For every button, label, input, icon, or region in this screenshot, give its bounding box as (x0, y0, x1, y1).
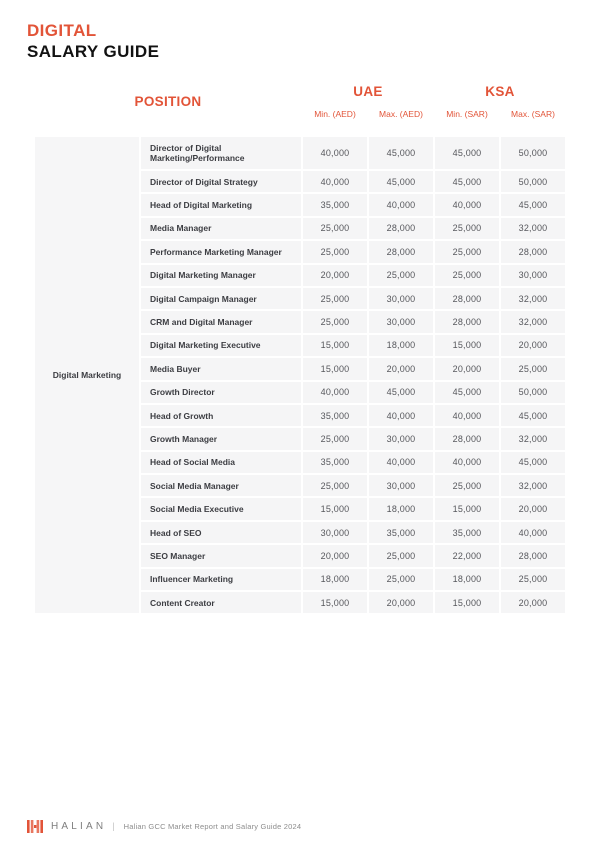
position-cell: Performance Marketing Manager (141, 241, 301, 262)
salary-value-cell: 45,000 (435, 382, 499, 403)
salary-value-cell: 50,000 (501, 382, 565, 403)
salary-value-cell: 20,000 (501, 498, 565, 519)
salary-value-cell: 30,000 (303, 522, 367, 543)
position-cell: Director of Digital Marketing/Performance (141, 137, 301, 169)
brand-name: HALIAN (51, 820, 107, 832)
salary-value-cell: 25,000 (303, 218, 367, 239)
salary-value-cell: 35,000 (303, 405, 367, 426)
position-cell: Director of Digital Strategy (141, 171, 301, 192)
salary-value-cell: 45,000 (369, 171, 433, 192)
salary-value-cell: 18,000 (435, 569, 499, 590)
position-column-header: POSITION (134, 93, 202, 109)
footer-caption: Halian GCC Market Report and Salary Guide 2024 (123, 821, 302, 831)
page-title-category: DIGITAL (27, 21, 97, 40)
position-cell: Head of SEO (141, 522, 301, 543)
salary-value-cell: 15,000 (435, 498, 499, 519)
uae-column-header: UAE (353, 83, 383, 99)
document-header (27, 20, 159, 62)
salary-value-cell: 15,000 (303, 498, 367, 519)
salary-value-cell: 30,000 (369, 428, 433, 449)
max-sar-header: Max. (SAR) (511, 109, 555, 119)
position-cell: CRM and Digital Manager (141, 311, 301, 332)
salary-value-cell: 40,000 (369, 452, 433, 473)
salary-value-cell: 20,000 (501, 335, 565, 356)
salary-value-cell: 25,000 (435, 265, 499, 286)
salary-value-cell: 35,000 (369, 522, 433, 543)
position-cell: Head of Social Media (141, 452, 301, 473)
position-cell: SEO Manager (141, 545, 301, 566)
position-cell: Influencer Marketing (141, 569, 301, 590)
salary-value-cell: 40,000 (435, 452, 499, 473)
salary-value-cell: 32,000 (501, 311, 565, 332)
salary-value-cell: 20,000 (303, 545, 367, 566)
category-cell: Digital Marketing (35, 137, 139, 613)
salary-value-cell: 28,000 (501, 545, 565, 566)
salary-value-cell: 25,000 (501, 358, 565, 379)
ksa-column-header: KSA (485, 83, 515, 99)
position-cell: Digital Marketing Executive (141, 335, 301, 356)
salary-value-cell: 50,000 (501, 171, 565, 192)
page-footer (27, 818, 301, 834)
salary-value-cell: 25,000 (303, 311, 367, 332)
position-cell: Content Creator (141, 592, 301, 613)
salary-value-cell: 15,000 (435, 335, 499, 356)
salary-value-cell: 25,000 (303, 475, 367, 496)
position-cell: Growth Manager (141, 428, 301, 449)
max-aed-header: Max. (AED) (379, 109, 423, 119)
salary-value-cell: 20,000 (369, 358, 433, 379)
salary-value-cell: 15,000 (303, 335, 367, 356)
salary-value-cell: 25,000 (435, 475, 499, 496)
position-cell: Head of Growth (141, 405, 301, 426)
salary-value-cell: 40,000 (369, 194, 433, 215)
position-cell: Digital Campaign Manager (141, 288, 301, 309)
salary-value-cell: 25,000 (501, 569, 565, 590)
salary-value-cell: 40,000 (435, 405, 499, 426)
salary-table-area (35, 78, 565, 613)
salary-table (35, 137, 565, 613)
salary-value-cell: 18,000 (303, 569, 367, 590)
salary-value-cell: 45,000 (501, 405, 565, 426)
salary-value-cell: 30,000 (369, 288, 433, 309)
salary-value-cell: 28,000 (369, 241, 433, 262)
salary-value-cell: 20,000 (369, 592, 433, 613)
position-cell: Media Manager (141, 218, 301, 239)
salary-value-cell: 25,000 (303, 241, 367, 262)
salary-value-cell: 45,000 (435, 137, 499, 169)
salary-value-cell: 25,000 (303, 428, 367, 449)
salary-value-cell: 25,000 (435, 218, 499, 239)
salary-value-cell: 18,000 (369, 498, 433, 519)
salary-value-cell: 32,000 (501, 288, 565, 309)
salary-value-cell: 28,000 (501, 241, 565, 262)
salary-value-cell: 28,000 (369, 218, 433, 239)
salary-value-cell: 40,000 (369, 405, 433, 426)
salary-value-cell: 32,000 (501, 428, 565, 449)
salary-value-cell: 20,000 (303, 265, 367, 286)
salary-value-cell: 40,000 (303, 171, 367, 192)
salary-value-cell: 45,000 (369, 382, 433, 403)
salary-value-cell: 28,000 (435, 288, 499, 309)
min-aed-header: Min. (AED) (314, 109, 356, 119)
salary-value-cell: 40,000 (501, 522, 565, 543)
page-title: SALARY GUIDE (27, 42, 160, 61)
salary-value-cell: 28,000 (435, 428, 499, 449)
salary-value-cell: 25,000 (369, 545, 433, 566)
footer-separator: | (112, 821, 115, 831)
table-header (35, 78, 565, 124)
salary-value-cell: 30,000 (369, 311, 433, 332)
salary-value-cell: 45,000 (435, 171, 499, 192)
salary-value-cell: 35,000 (303, 194, 367, 215)
min-sar-header: Min. (SAR) (446, 109, 488, 119)
salary-value-cell: 40,000 (435, 194, 499, 215)
salary-value-cell: 45,000 (501, 194, 565, 215)
salary-value-cell: 20,000 (501, 592, 565, 613)
position-cell: Growth Director (141, 382, 301, 403)
salary-value-cell: 15,000 (303, 592, 367, 613)
salary-value-cell: 45,000 (369, 137, 433, 169)
salary-value-cell: 15,000 (303, 358, 367, 379)
salary-value-cell: 30,000 (369, 475, 433, 496)
position-cell: Social Media Executive (141, 498, 301, 519)
salary-value-cell: 40,000 (303, 137, 367, 169)
position-cell: Media Buyer (141, 358, 301, 379)
salary-value-cell: 22,000 (435, 545, 499, 566)
salary-value-cell: 25,000 (303, 288, 367, 309)
salary-value-cell: 50,000 (501, 137, 565, 169)
halian-logo-icon (27, 820, 43, 833)
salary-value-cell: 45,000 (501, 452, 565, 473)
salary-value-cell: 15,000 (435, 592, 499, 613)
salary-value-cell: 32,000 (501, 218, 565, 239)
salary-value-cell: 25,000 (369, 265, 433, 286)
salary-value-cell: 35,000 (435, 522, 499, 543)
salary-value-cell: 35,000 (303, 452, 367, 473)
position-cell: Digital Marketing Manager (141, 265, 301, 286)
salary-value-cell: 20,000 (435, 358, 499, 379)
salary-value-cell: 40,000 (303, 382, 367, 403)
salary-value-cell: 25,000 (369, 569, 433, 590)
position-cell: Head of Digital Marketing (141, 194, 301, 215)
salary-value-cell: 25,000 (435, 241, 499, 262)
position-cell: Social Media Manager (141, 475, 301, 496)
salary-value-cell: 18,000 (369, 335, 433, 356)
salary-value-cell: 32,000 (501, 475, 565, 496)
salary-value-cell: 30,000 (501, 265, 565, 286)
salary-value-cell: 28,000 (435, 311, 499, 332)
